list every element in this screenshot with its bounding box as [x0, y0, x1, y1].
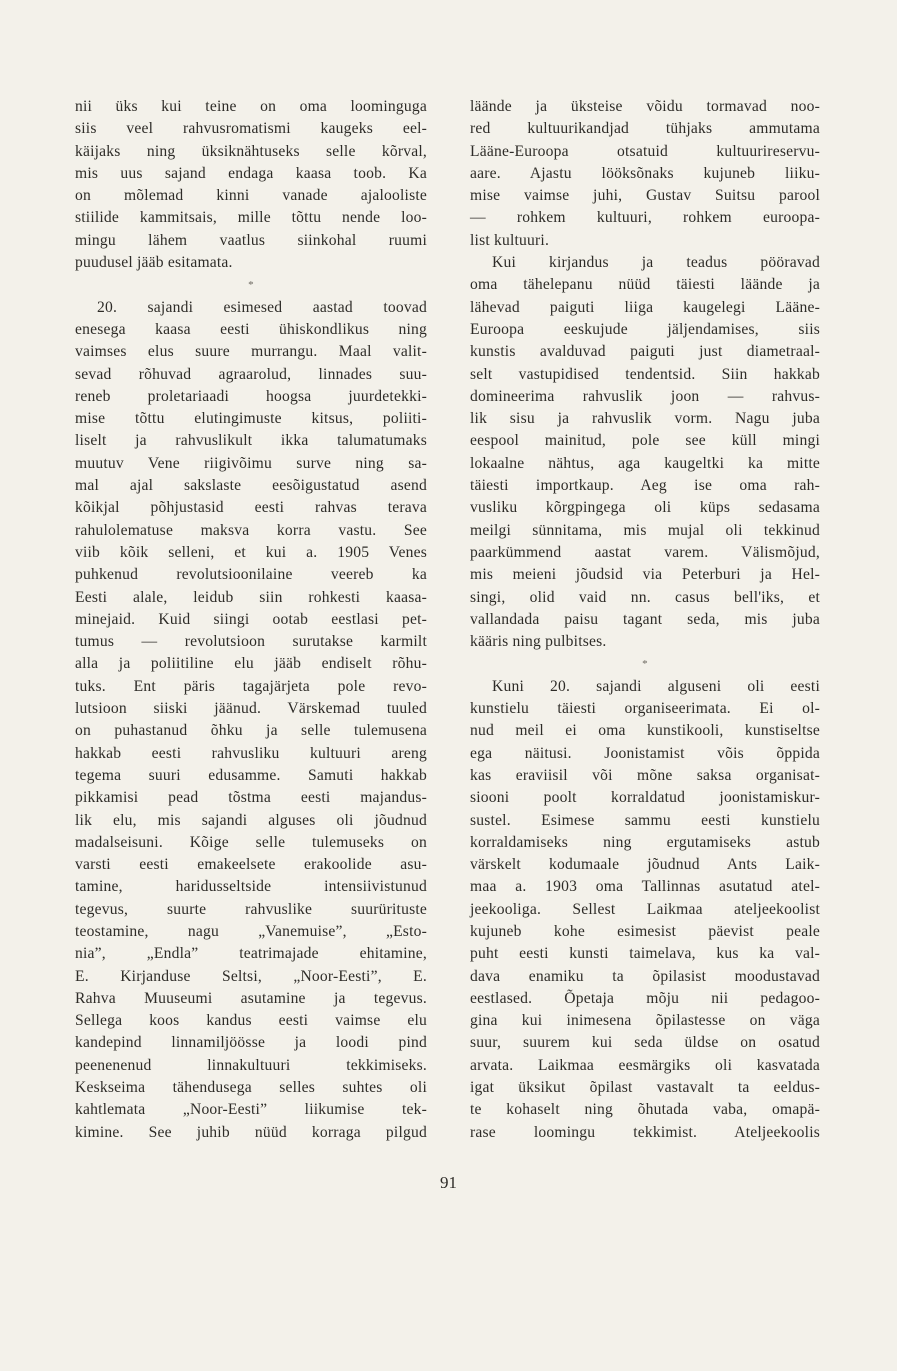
- text-line: Euroopa eeskujude jäljendamises, siis: [470, 320, 820, 338]
- text-line: arvata. Laikmaa eesmärgiks oli kasvatada: [470, 1056, 820, 1074]
- text-line: eespool mainitud, pole see küll mingi: [470, 432, 820, 450]
- text-line: siis veel rahvusromatismi kaugeks eel-: [75, 120, 427, 138]
- text-line: red kultuurikandjad tühjaks ammutama: [470, 120, 820, 138]
- text-line: sevad rõhuvad agraarolud, linnades suu-: [75, 365, 427, 383]
- text-line: dava enamiku ta õpilasist moodustavad: [470, 967, 820, 985]
- text-line: oma tähelepanu nüüd täiesti läände ja: [470, 276, 820, 294]
- text-line: peenenenud linnakultuuri tekkimiseks.: [75, 1056, 427, 1074]
- text-line: Rahva Muuseumi asutamine ja tegevus.: [75, 989, 427, 1007]
- text-line: 20. sajandi esimesed aastad toovad: [97, 298, 427, 316]
- text-line: suur, suurem kui seda üldse on osatud: [470, 1034, 820, 1052]
- text-line: varsti eesti emakeelsete erakoolide asu-: [75, 856, 427, 874]
- text-line: täiesti importkaup. Aeg ise oma rah-: [470, 477, 820, 495]
- text-line: lokaalne nähtus, aga kaugeltki ka mitte: [470, 454, 820, 472]
- text-line: vusliku kõrgpingega oli küps sedasama: [470, 499, 820, 517]
- text-line: läände ja üksteise võidu tormavad noo-: [470, 98, 820, 115]
- text-line: kahtlemata „Noor-Eesti” liikumise tek-: [75, 1101, 427, 1119]
- text-line: lutsioon siiski jäänud. Värskemad tuuled: [75, 700, 427, 718]
- text-line: mise vaimse juhi, Gustav Suitsu parool: [470, 187, 820, 205]
- text-line: mal ajal sakslaste eesõigustatud asend: [75, 477, 427, 495]
- text-line: mis meieni jõudsid via Peterburi ja Hel-: [470, 566, 820, 584]
- text-line: madalseisuni. Kõige selle tulemuseks on: [75, 833, 427, 851]
- text-line: mingu lähem vaatlus siinkohal ruumi: [75, 231, 427, 249]
- text-line: mis uus sajand endaga kaasa toob. Ka: [75, 164, 427, 182]
- text-line: kimine. See juhib nüüd korraga pilgud: [75, 1123, 427, 1141]
- text-line: Kuni 20. sajandi alguseni oli eesti: [492, 677, 820, 695]
- text-line: korraldamiseks ning ergutamiseks astub: [470, 833, 820, 851]
- text-line: kujuneb kohe esimesist päevist peale: [470, 922, 820, 940]
- text-line: pikkamisi pead tõstma eesti majandus-: [75, 789, 427, 807]
- text-line: sustel. Esimese sammu eesti kunstielu: [470, 811, 820, 829]
- text-line: Eesti alale, leidub siin rohkesti kaasa-: [75, 588, 427, 606]
- section-separator: *: [248, 279, 254, 292]
- text-line: E. Kirjanduse Seltsi, „Noor-Eesti”, E.: [75, 967, 427, 985]
- text-line: tegevus, suurte rahvuslike suurürituste: [75, 900, 427, 918]
- text-line: igat üksikut õpilast vastavalt ta eeldus-: [470, 1079, 820, 1097]
- text-line: lik sisu ja rahvuslik vorm. Nagu juba: [470, 410, 820, 428]
- text-line: värskelt kodumaale jõudnud Ants Laik-: [470, 856, 820, 874]
- text-line: aare. Ajastu lööksõnaks kujuneb liiku-: [470, 164, 820, 182]
- text-line: nud meil ei oma kunstikooli, kunstiseltse: [470, 722, 820, 740]
- text-line: on puhastanud õhku ja selle tulemusena: [75, 722, 427, 740]
- text-line: puht eesti kunsti taimelava, kus ka val-: [470, 945, 820, 963]
- text-line: jeekooliga. Sellest Laikmaa ateljeekoolist: [470, 900, 820, 918]
- text-line: list kultuuri.: [470, 231, 550, 249]
- text-line: gina kui inimesena õpilastesse on väga: [470, 1012, 820, 1030]
- text-line: viib kõik selleni, et kui a. 1905 Venes: [75, 543, 427, 561]
- text-line: eestlased. Õpetaja mõju nii pedagoo-: [470, 989, 820, 1007]
- text-line: Keskseima tähendusega selles suhtes oli: [75, 1079, 427, 1097]
- text-line: muutuv Vene riigivõimu surve ning sa-: [75, 454, 427, 472]
- text-line: nia”, „Endla” teatrimajade ehitamine,: [75, 945, 427, 963]
- right-text-column: [470, 96, 820, 1144]
- text-line: stiilide kammitsais, mille tõttu nende loo-: [75, 209, 427, 227]
- text-line: puudusel jääb esitamata.: [75, 254, 233, 272]
- text-line: paarkümmend aastat varem. Välismõjud,: [470, 543, 820, 561]
- text-line: enesega kaasa eesti ühiskondlikus ning: [75, 320, 427, 338]
- text-line: ega näitusi. Joonistamist võis õppida: [470, 744, 820, 762]
- left-text-column: [75, 96, 427, 1144]
- text-line: nii üks kui teine on oma loominguga: [75, 98, 427, 115]
- text-line: mise tõttu elutingimuste kitsus, poliiti-: [75, 410, 427, 428]
- text-line: on mõlemad kinni vanade ajalooliste: [75, 187, 427, 205]
- text-line: teostamine, nagu „Vanemuise”, „Esto-: [75, 922, 427, 940]
- text-line: tuks. Ent päris tagajärjeta pole revo-: [75, 677, 427, 695]
- text-line: meilgi sünnitama, mis mujal oli tekkinud: [470, 521, 820, 539]
- page-number: 91: [440, 1173, 457, 1192]
- text-line: — rohkem kultuuri, rohkem euroopa-: [470, 209, 820, 227]
- text-line: siooni poolt korraldatud joonistamiskur-: [470, 789, 820, 807]
- text-line: liselt ja rahvuslikult ikka talumatumaks: [75, 432, 427, 450]
- text-line: kunstielu täiesti organiseerimata. Ei ol-: [470, 700, 820, 718]
- text-line: kandepind linnamiljöösse ja loodi pind: [75, 1034, 427, 1052]
- text-line: vaimses elus suure murrangu. Maal valit-: [75, 343, 427, 361]
- text-line: kas eraviisil või mõne saksa organisat-: [470, 766, 820, 784]
- text-line: puhkenud revolutsioonilaine veereb ka: [75, 566, 427, 584]
- text-line: rahulolematuse maksva korra vastu. See: [75, 521, 427, 539]
- text-line: vallandada paisu tagant seda, mis juba: [470, 610, 820, 628]
- text-line: singi, olid vaid nn. casus bell'iks, et: [470, 588, 820, 606]
- text-line: te kohaselt ning õhutada vaba, omapä-: [470, 1101, 820, 1119]
- text-line: selt vastupidised tendentsid. Siin hakkab: [470, 365, 820, 383]
- text-line: alla ja poliitiline elu jääb endiselt rõhu-: [75, 655, 427, 673]
- text-line: domineerima rahvuslik joon — rahvus-: [470, 387, 820, 405]
- text-line: kääris ning pulbitses.: [470, 633, 607, 651]
- text-line: lähevad paiguti liiga kaugelegi Lääne-: [470, 298, 820, 316]
- text-line: reneb proletariaadi hoogsa juurdetekki-: [75, 387, 427, 405]
- text-line: käijaks ning üksiknähtuseks selle kõrval,: [75, 142, 427, 160]
- text-line: Sellega koos kandus eesti vaimse elu: [75, 1012, 427, 1030]
- text-line: kõikjal põhjustasid eesti rahvas terava: [75, 499, 427, 517]
- text-line: maa a. 1903 oma Tallinnas asutatud atel-: [470, 878, 820, 896]
- text-line: minejaid. Kuid siingi ootab eestlasi pet-: [75, 610, 427, 628]
- text-line: rase loomingu tekkimist. Ateljeekoolis: [470, 1123, 820, 1141]
- text-line: hakkab eesti rahvusliku kultuuri areng: [75, 744, 427, 762]
- text-line: lik elu, mis sajandi alguses oli jõudnud: [75, 811, 427, 829]
- text-line: tamine, haridusseltside intensiivistunud: [75, 878, 427, 896]
- text-line: tumus — revolutsioon surutakse karmilt: [75, 633, 427, 651]
- text-line: kunstis avalduvad paiguti just diametraal-: [470, 343, 820, 361]
- text-line: Lääne-Euroopa otsatuid kultuurireservu-: [470, 142, 820, 160]
- section-separator: *: [642, 658, 648, 671]
- text-line: Kui kirjandus ja teadus pööravad: [492, 254, 820, 272]
- text-line: tegema suuri edusamme. Samuti hakkab: [75, 766, 427, 784]
